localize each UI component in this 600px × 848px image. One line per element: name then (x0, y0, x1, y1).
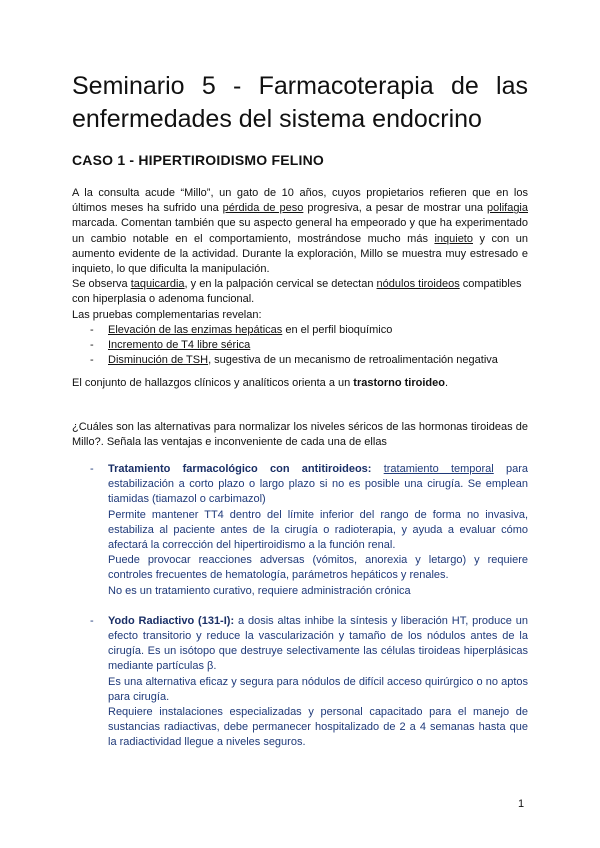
tachycardia-term: taquicardia (130, 278, 185, 291)
findings-list (72, 323, 528, 369)
question-paragraph: ¿Cuáles son las alternativas para normalizar los niveles séricos de las hormonas tiroideas de Millo?. Señala las ventajas e inconveniente de cada una de ellas (72, 421, 528, 449)
answers-list (72, 462, 528, 751)
answer-heading: Yodo Radiactivo (131-I): (108, 614, 235, 627)
page-title: Seminario 5 - Farmacoterapia de las enfermedades del sistema endocrino (72, 72, 528, 133)
case-description (72, 186, 528, 368)
thyroid-nodules-term: nódulos tiroideos (376, 278, 460, 291)
case-heading: CASO 1 - HIPERTIROIDISMO FELINO (72, 152, 324, 168)
polyphagia-term: polifagia (487, 202, 528, 215)
answer-heading: Tratamiento farmacológico con antitiroideos: (108, 463, 372, 475)
answer-radioiodine: - Yodo Radiactivo (131-I): a dosis altas inhibe la síntesis y liberación HT, produce un efecto transitorio y reduce la vascularización y tamaño de los nódulos antes de la cirugía. Es un isótopo que destruye selectivamente las células tiroideas hiperplásicas mediante partículas β. Es una alternativa eficaz y segura para nódulos de difícil acceso quirúrgico o no aptos para cirugía. Requiere instalaciones especializadas y personal capacitado para el manejo de sustancias radiactivas, debe permanecer hospitalizado de 2 a 4 semanas hasta que la radiactividad llegue a niveles seguros. (90, 614, 528, 749)
weight-loss-term: pérdida de peso (222, 202, 304, 215)
diagnosis-term: trastorno tiroideo (353, 377, 445, 389)
intro-paragraph-2: Se observa taquicardia, y en la palpación cervical se detectan nódulos tiroideos compatibles con hiperplasia o adenoma funcional. (72, 278, 522, 306)
tests-intro: Las pruebas complementarias revelan: (72, 308, 262, 321)
list-item: - Disminución de TSH, sugestiva de un mecanismo de retroalimentación negativa (90, 354, 498, 367)
list-item: - Elevación de las enzimas hepáticas en el perfil bioquímico (90, 323, 393, 336)
conclusion-paragraph: El conjunto de hallazgos clínicos y analíticos orienta a un trastorno tiroideo. (72, 377, 449, 389)
answer-antithyroid: - Tratamiento farmacológico con antitiroideos: tratamiento temporal para estabilización a corto plazo o largo plazo si no es posible una cirugía. Se emplean tiamidas (tiamazol o carbimazol) Permite mantener TT4 dentro del límite inferior del rango de forma no invasiva, estabiliza al paciente antes de la cirugía o radioterapia, y ayuda a evaluar cómo afectará la corrección del hipertiroidismo a la función renal. Puede provocar reacciones adversas (vómitos, anorexia y letargo) y requiere controles frecuentes de hematología, parámetros hepáticos y renales. No es un tratamiento curativo, requiere administración crónica (90, 463, 528, 597)
page-number: 1 (518, 798, 525, 810)
intro-paragraph-1: A la consulta acude “Millo”, un gato de 10 años, cuyos propietarios refieren que en los últimos meses ha sufrido una pérdida de peso progresiva, a pesar de mostrar una polifagia marcada. Comentan también que su aspecto general ha empeorado y que ha experimentado un cambio notable en el comportamiento, mostrándose mucho más inquieto y con un aumento evidente de la actividad. Durante la exploración, Millo se muestra muy estresado e inquieto, lo que dificulta la manipulación. (72, 187, 528, 276)
restless-term: inquieto (434, 232, 473, 245)
list-item: - Incremento de T4 libre sérica (90, 339, 251, 352)
